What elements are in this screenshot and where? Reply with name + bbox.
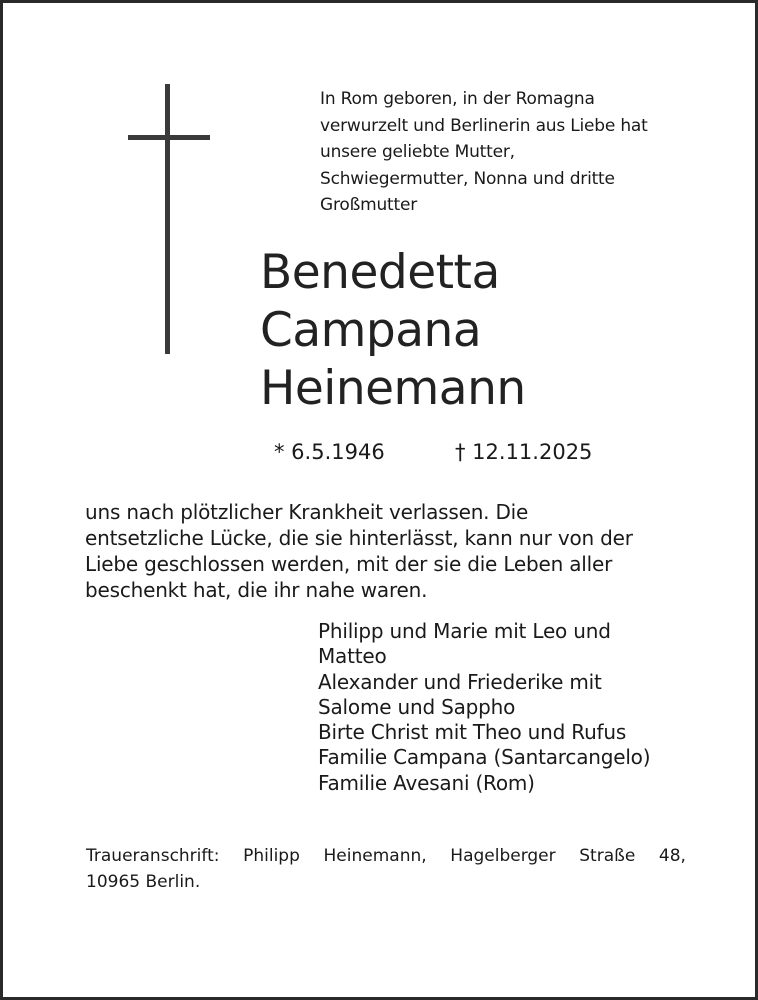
intro-line: Schwiegermutter, Nonna und dritte [320, 168, 615, 189]
mourning-address [86, 843, 686, 895]
obituary-text [85, 499, 645, 603]
mourner-line: Birte Christ mit Theo und Rufus [318, 720, 627, 745]
address-word: 48, [658, 846, 686, 866]
address-word: Heinemann, [323, 846, 427, 866]
mourner-line: Familie Campana (Santarcangelo) [318, 745, 651, 770]
address-line-1 [86, 843, 686, 869]
body-line: beschenkt hat, die ihr nahe waren. [85, 578, 428, 602]
mourner-line: Alexander und Friederike mit [318, 669, 602, 694]
deceased-name [260, 244, 526, 418]
mourner-line: Matteo [318, 644, 387, 669]
mourners-list [318, 619, 738, 796]
intro-line: unsere geliebte Mutter, [320, 142, 515, 162]
mourner-line: Familie Avesani (Rom) [318, 770, 535, 795]
name-middle: Campana [260, 303, 482, 358]
mourner-line: Philipp und Marie mit Leo und [318, 619, 611, 643]
birth-date: * 6.5.1946 [274, 440, 385, 464]
address-word: Hagelberger [450, 846, 556, 866]
intro-line: Großmutter [320, 195, 418, 215]
address-word: Philipp [243, 846, 300, 866]
intro-paragraph [320, 86, 730, 219]
body-line: uns nach plötzlicher Krankheit verlassen. Die [85, 500, 529, 524]
death-date: † 12.11.2025 [455, 440, 593, 464]
address-word: Straße [579, 846, 636, 866]
body-line: Liebe geschlossen werden, mit der sie die Leben aller [85, 552, 613, 576]
address-word: Traueranschrift: [86, 846, 220, 866]
cross-icon [128, 84, 210, 354]
intro-line: verwurzelt und Berlinerin aus Liebe hat [320, 115, 648, 136]
mourner-line: Salome und Sappho [318, 694, 516, 719]
intro-line: In Rom geboren, in der Romagna [320, 89, 595, 109]
name-last: Heinemann [260, 361, 526, 416]
name-first: Benedetta [260, 245, 500, 300]
body-line: entsetzliche Lücke, die sie hinterlässt, kann nur von der [85, 526, 633, 550]
address-line-2: 10965 Berlin. [86, 872, 201, 892]
